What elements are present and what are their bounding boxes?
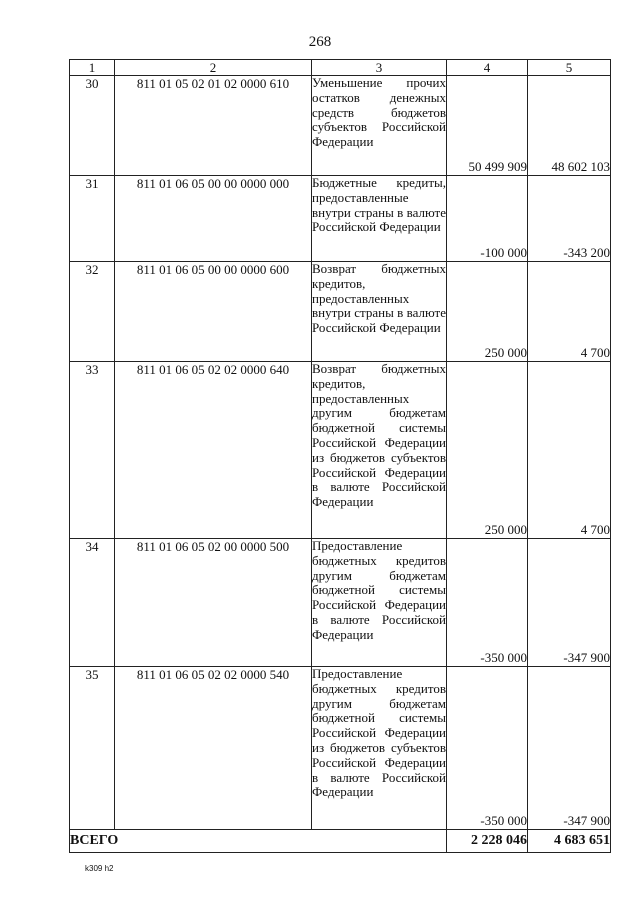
total-row [70,830,611,853]
budget-code: 811 01 06 05 00 00 0000 000 [115,176,312,262]
column-header: 5 [528,60,611,76]
item-name: Возврат бюджетных кредитов, предоставленных другим бюджетам бюджетной системы Российской Федерации из бюджетов субъектов Российской Федерации в валюте Российской Федерации [312,362,447,539]
item-name: Бюджетные кредиты, предоставленные внутри страны в валюте Российской Федерации [312,176,447,262]
budget-code: 811 01 05 02 01 02 0000 610 [115,76,312,176]
value-col5: 48 602 103 [528,76,611,176]
page-number: 268 [308,34,332,50]
table-row [70,176,611,262]
value-col5: 4 700 [528,362,611,539]
value-col5: -347 900 [528,667,611,830]
row-number: 33 [70,362,115,539]
table-row [70,76,611,176]
value-col4: -350 000 [447,539,528,667]
total-col5: 4 683 651 [528,830,611,853]
value-col4: -100 000 [447,176,528,262]
total-col4: 2 228 046 [447,830,528,853]
value-col5: -347 900 [528,539,611,667]
column-header: 4 [447,60,528,76]
row-number: 30 [70,76,115,176]
row-number: 32 [70,262,115,362]
value-col4: 250 000 [447,262,528,362]
value-col4: 50 499 909 [447,76,528,176]
total-label: ВСЕГО [70,830,447,853]
budget-code: 811 01 06 05 00 00 0000 600 [115,262,312,362]
column-header: 1 [70,60,115,76]
item-name: Предоставление бюджетных кредитов другим бюджетам бюджетной системы Российской Федерации в валюте Российской Федерации [312,539,447,667]
column-header: 3 [312,60,447,76]
table-row [70,362,611,539]
row-number: 31 [70,176,115,262]
value-col4: 250 000 [447,362,528,539]
column-header: 2 [115,60,312,76]
table-row [70,539,611,667]
table-row [70,667,611,830]
budget-code: 811 01 06 05 02 02 0000 640 [115,362,312,539]
row-number: 35 [70,667,115,830]
budget-code: 811 01 06 05 02 00 0000 500 [115,539,312,667]
footer-code: k309 h2 [85,864,114,873]
item-name: Возврат бюджетных кредитов, предоставленных внутри страны в валюте Российской Федерации [312,262,447,362]
item-name: Уменьшение прочих остатков денежных средств бюджетов субъектов Российской Федерации [312,76,447,176]
budget-code: 811 01 06 05 02 02 0000 540 [115,667,312,830]
row-number: 34 [70,539,115,667]
value-col5: 4 700 [528,262,611,362]
header-row [70,60,611,76]
value-col4: -350 000 [447,667,528,830]
value-col5: -343 200 [528,176,611,262]
item-name: Предоставление бюджетных кредитов другим бюджетам бюджетной системы Российской Федерации из бюджетов субъектов Российской Федерации в валюте Российской Федерации [312,667,447,830]
budget-table [69,59,611,853]
table-row [70,262,611,362]
